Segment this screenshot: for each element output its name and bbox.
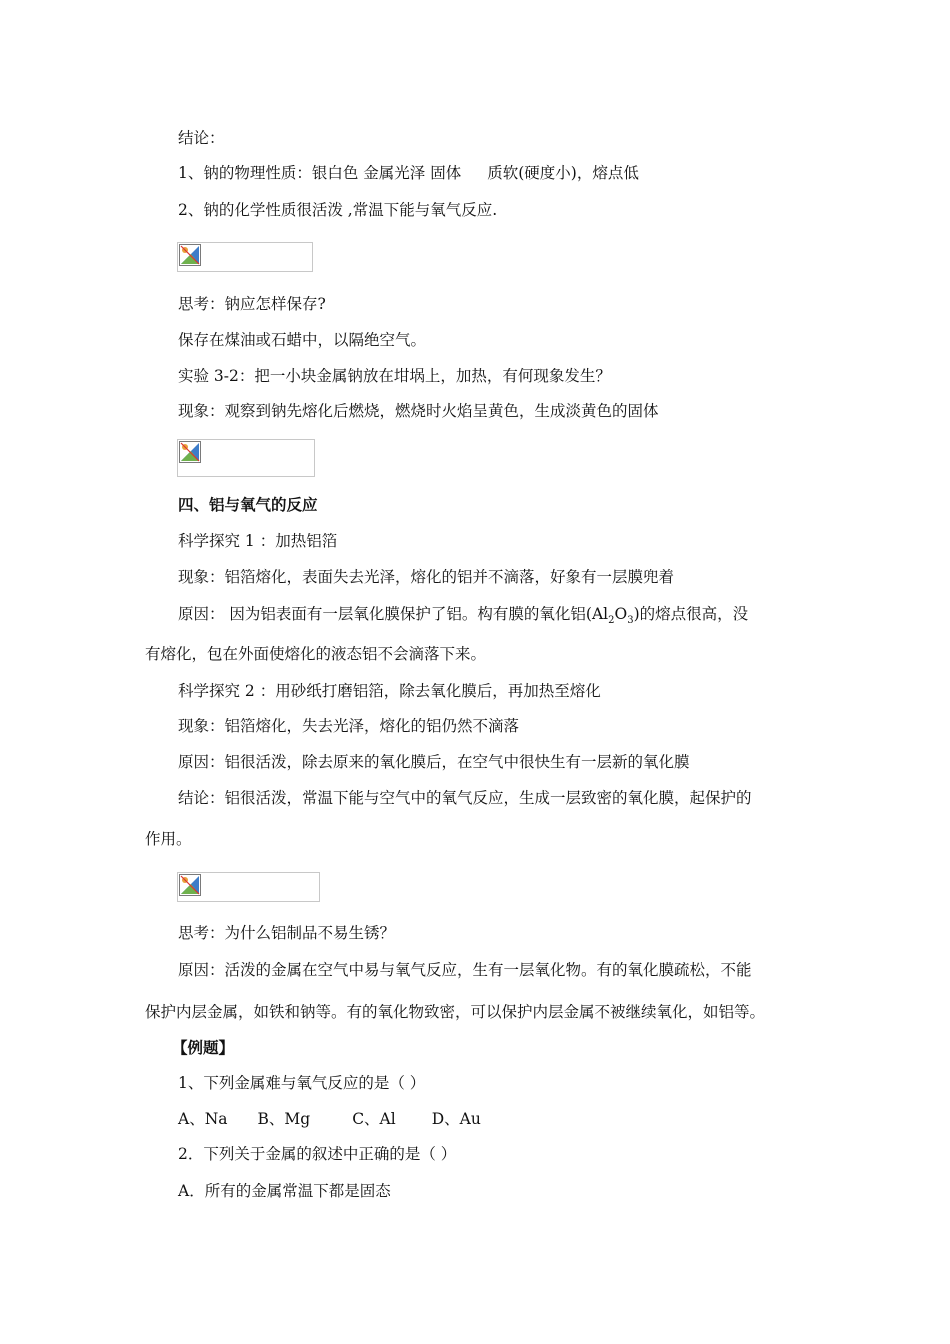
option-b: B、Mg [257,1110,311,1128]
question-aluminum-rust: 思考：为什么铝制品不易生锈？ [178,924,396,942]
embedded-image-placeholder [177,439,315,477]
answer-sodium-storage: 保存在煤油或石蜡中，以隔绝空气。 [178,331,427,349]
conclusion-aluminum-cont: 作用。 [145,830,192,848]
option-d: D、Au [431,1110,481,1128]
broken-image-icon [179,441,201,463]
question-1-options [178,1109,481,1129]
conclusion-heading: 结论： [178,129,225,147]
sodium-chemical-properties: 2、钠的化学性质很活泼 ,常温下能与氧气反应. [178,201,498,219]
section-heading-aluminum: 四、铝与氧气的反应 [178,496,318,514]
embedded-image-placeholder [177,872,320,902]
inquiry-2: 科学探究 2 ：用砂纸打磨铝箔，除去氧化膜后，再加热至熔化 [178,682,601,700]
conclusion-aluminum: 结论：铝很活泼，常温下能与空气中的氧气反应，生成一层致密的氧化膜，起保护的 [178,789,752,807]
reason-oxide-film-cont: 有熔化，包在外面使熔化的液态铝不会滴落下来。 [145,645,487,663]
reason-active-metal: 原因：活泼的金属在空气中易与氧气反应，生有一层氧化物。有的氧化膜疏松，不能 [178,961,752,979]
inquiry-1: 科学探究 1 ：加热铝箔 [178,532,338,550]
reason-new-film: 原因：铝很活泼，除去原来的氧化膜后，在空气中很快生有一层新的氧化膜 [178,753,690,771]
question-2-option-a: A．所有的金属常温下都是固态 [178,1182,391,1200]
sodium-physical-properties: 1、钠的物理性质：银白色 金属光泽 固体 质软(硬度小)，熔点低 [178,164,639,182]
broken-image-icon [179,874,201,896]
experiment-3-2: 实验 3-2：把一小块金属钠放在坩埚上，加热，有何现象发生？ [178,367,611,385]
option-c: C、Al [352,1110,396,1128]
observation-foil-melting: 现象：铝箔熔化，表面失去光泽，熔化的铝并不滴落，好象有一层膜兜着 [178,568,675,586]
question-1: 1、下列金属难与氧气反应的是（ ） [178,1074,426,1092]
reason-oxide-film: 原因： 因为铝表面有一层氧化膜保护了铝。构有膜的氧化铝$(Al_2O_3)$的熔点很高，没 [178,605,749,627]
observation-sodium-burning: 现象：观察到钠先熔化后燃烧，燃烧时火焰呈黄色，生成淡黄色的固体 [178,402,659,420]
embedded-image-placeholder [177,242,313,272]
examples-heading: 【例题】 [172,1039,235,1057]
option-a: A、Na [178,1110,228,1128]
observation-foil-still: 现象：铝箔熔化，失去光泽，熔化的铝仍然不滴落 [178,717,520,735]
question-2: 2．下列关于金属的叙述中正确的是（ ） [178,1145,457,1163]
question-sodium-storage: 思考：钠应怎样保存? [178,295,326,313]
broken-image-icon [179,244,201,266]
reason-active-metal-cont: 保护内层金属，如铁和钠等。有的氧化物致密，可以保护内层金属不被继续氧化，如铝等。 [145,1003,766,1021]
